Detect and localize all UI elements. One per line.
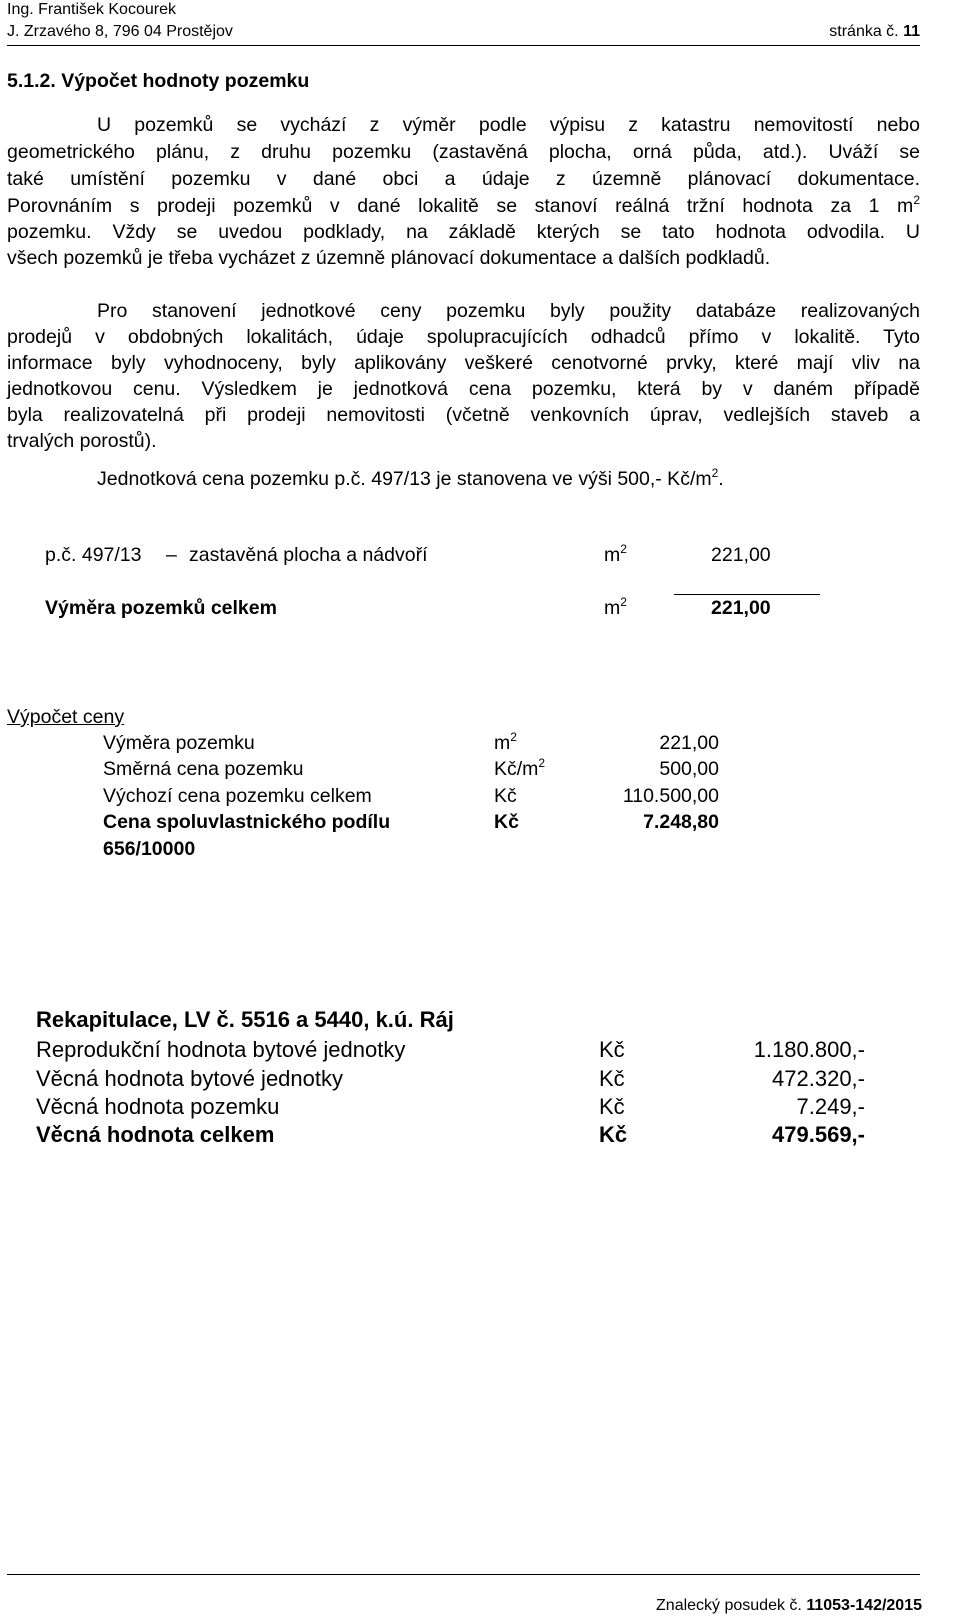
paragraph1-line3: také umístění pozemku v dané obci a údaje z územně plánovací dokumentace.	[7, 168, 920, 190]
recap-row-unit: Kč	[599, 1122, 628, 1147]
paragraph1-line6: všech pozemků je třeba vycházet z územně plánovací dokumentace a dalších podkladů.	[7, 247, 771, 269]
parcel-label: p.č. 497/13	[45, 544, 142, 566]
recap-row-label: Věcná hodnota celkem	[36, 1122, 275, 1147]
paragraph1-line2: geometrického plánu, z druhu pozemku (zastavěná plocha, orná půda, atd.). Uváží se	[7, 141, 920, 163]
paragraph1-line4-sup: 2	[913, 193, 920, 207]
footer-label: Znalecký posudek č.	[656, 1597, 802, 1614]
calc-row-unit	[494, 758, 545, 781]
recap-row-label: Věcná hodnota pozemku	[36, 1094, 280, 1119]
calc-row-unit-text: m	[494, 732, 511, 754]
calc-row-label: Směrná cena pozemku	[103, 758, 304, 780]
parcel-description: zastavěná plocha a nádvoří	[189, 544, 428, 566]
paragraph1-line1: U pozemků se vychází z výměr podle výpisu z katastru nemovitostí nebo	[97, 114, 920, 136]
recap-row-value: 472.320,-	[772, 1066, 865, 1091]
recap-row-label: Reprodukční hodnota bytové jednotky	[36, 1037, 406, 1062]
calc-row-label-continued: 656/10000	[103, 838, 196, 860]
parcel-dash: –	[166, 544, 177, 566]
parcel-total-value: 221,00	[711, 597, 771, 619]
calc-row-unit-sup: 2	[538, 756, 546, 770]
calc-row-value: 500,00	[659, 758, 719, 780]
calc-row-label: Cena spoluvlastnického podílu	[103, 811, 391, 833]
paragraph2-line1: Pro stanovení jednotkové ceny pozemku byly použity databáze realizovaných	[97, 300, 920, 322]
parcel-unit-sup: 2	[620, 542, 627, 556]
calc-row-unit-sup: 2	[510, 730, 517, 744]
parcel-total-unit-text: m	[604, 597, 621, 619]
header-divider	[7, 45, 920, 46]
calc-row-unit: Kč	[494, 811, 519, 833]
calc-row-unit	[494, 732, 517, 755]
unit-price-end: .	[718, 468, 724, 490]
calculation-title: Výpočet ceny	[7, 706, 125, 728]
unit-price-sup: 2	[711, 466, 719, 480]
calc-row-value: 221,00	[659, 732, 719, 754]
footer-number: 11053-142/2015	[806, 1597, 922, 1614]
calc-row-value: 7.248,80	[643, 811, 719, 833]
paragraph1-line4-text: Porovnáním s prodeji pozemků v dané lokalitě se stanoví reálná tržní hodnota za 1 m	[7, 195, 914, 217]
footer-report-id	[656, 1596, 922, 1616]
recap-row-unit: Kč	[599, 1094, 625, 1119]
unit-price-statement	[97, 468, 724, 491]
recap-row-value: 479.569,-	[772, 1122, 865, 1147]
parcel-total-label: Výměra pozemků celkem	[45, 597, 277, 619]
calc-row-unit: Kč	[494, 785, 517, 807]
paragraph2-line5: byla realizovatelná při prodeji nemovitosti (včetně venkovních úprav, vedlejších staveb a	[7, 404, 920, 426]
parcel-unit-text: m	[604, 544, 621, 566]
sum-divider	[674, 594, 820, 595]
recap-title: Rekapitulace, LV č. 5516 a 5440, k.ú. Ráj	[36, 1007, 454, 1032]
section-title: 5.1.2. Výpočet hodnoty pozemku	[7, 70, 310, 92]
recap-row-value: 7.249,-	[796, 1094, 865, 1119]
recap-row-unit: Kč	[599, 1037, 625, 1062]
page-indicator	[829, 22, 920, 42]
calc-row-unit-text: Kč/m	[494, 758, 539, 780]
paragraph2-line6: trvalých porostů).	[7, 430, 157, 452]
parcel-unit	[604, 544, 627, 567]
paragraph1-line4	[7, 193, 920, 219]
paragraph2-line2: prodejů v obdobných lokalitách, údaje spolupracujících odhadců přímo v lokalitě. Tyto	[7, 326, 920, 348]
footer-divider	[7, 1574, 920, 1575]
calc-row-label: Výchozí cena pozemku celkem	[103, 785, 372, 807]
calc-row-label: Výměra pozemku	[103, 732, 255, 754]
calc-row-value: 110.500,00	[622, 785, 719, 807]
author-name: Ing. František Kocourek	[7, 1, 176, 18]
parcel-total-unit-sup: 2	[620, 595, 627, 609]
parcel-total-unit	[604, 597, 627, 620]
recap-row-value: 1.180.800,-	[753, 1037, 865, 1062]
recap-row-unit: Kč	[599, 1066, 625, 1091]
page-number: 11	[903, 23, 920, 40]
paragraph1-line5: pozemku. Vždy se uvedou podklady, na základě kterých se tato hodnota odvodila. U	[7, 221, 920, 243]
parcel-value: 221,00	[711, 544, 771, 566]
recap-row-label: Věcná hodnota bytové jednotky	[36, 1066, 344, 1091]
paragraph2-line4: jednotkovou cenu. Výsledkem je jednotková cena pozemku, která by v daném případě	[7, 378, 920, 400]
page-label: stránka č.	[829, 23, 899, 40]
paragraph2-line3: informace byly vyhodnoceny, byly aplikovány veškeré cenotvorné prvky, které mají vliv na	[7, 352, 920, 374]
unit-price-text: Jednotková cena pozemku p.č. 497/13 je stanovena ve výši 500,- Kč/m	[97, 468, 712, 490]
author-address: J. Zrzavého 8, 796 04 Prostějov	[7, 23, 233, 40]
